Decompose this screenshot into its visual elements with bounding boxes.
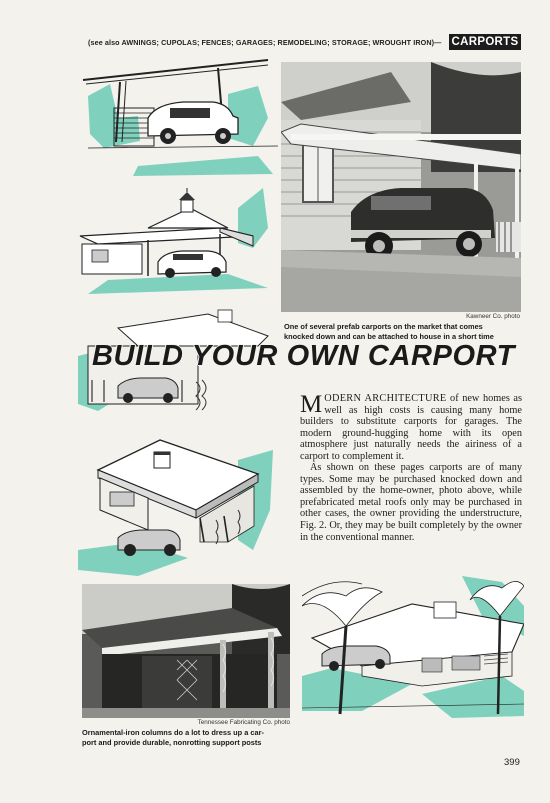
photo-ornamental-iron-carport xyxy=(82,584,290,718)
article-paragraph-1 xyxy=(300,393,522,462)
page-title: BUILD YOUR OWN CARPORT xyxy=(92,340,515,372)
photo-prefab-carport xyxy=(281,62,521,312)
photo-credit-bottom: Tennessee Fabricating Co. photo xyxy=(197,719,290,726)
lead-in: ODERN ARCHITECTURE xyxy=(324,393,447,404)
caption-bottom-line-2: port and provide durable, nonrotting support posts xyxy=(82,738,262,747)
article-body xyxy=(300,393,522,543)
illustration-flat-roof-carport xyxy=(78,430,278,578)
caption-top-line-1: One of several prefab carports on the market that comes xyxy=(284,322,483,331)
section-tab: CARPORTS xyxy=(449,34,521,50)
caption-top-line-2: knocked down and can be attached to house in a short time xyxy=(284,332,494,341)
cross-reference-line: (see also AWNINGS; CUPOLAS; FENCES; GARAGES; REMODELING; STORAGE; WROUGHT IRON)— xyxy=(88,38,442,47)
illustration-ranch-house-carport xyxy=(302,576,524,721)
caption-top xyxy=(284,322,524,342)
paragraph-1-text: of new homes as well as high costs is causing many home builders to substitute carports for garages. The modern ground-hugging home with its open atmosphere just naturally needs the airiness of a carport to complement it. xyxy=(300,393,522,462)
illustration-cantilever-carport xyxy=(78,56,278,178)
caption-bottom xyxy=(82,728,297,748)
drop-cap: M xyxy=(300,391,323,418)
photo-credit-top: Kawneer Co. photo xyxy=(466,313,520,320)
page-number: 399 xyxy=(504,757,520,768)
illustration-gable-carport xyxy=(78,188,278,296)
caption-bottom-line-1: Ornamental-iron columns do a lot to dress up a car- xyxy=(82,728,264,737)
article-paragraph-2: As shown on these pages carports are of many types. Some may be purchased knocked down and assembled by the home-owner, photo above, while prefabricated metal roofs only may be purchased in other cases, the owner providing the understructure, Fig. 2. Or, they may be built completely by the owner in the conventional manner. xyxy=(300,462,522,543)
